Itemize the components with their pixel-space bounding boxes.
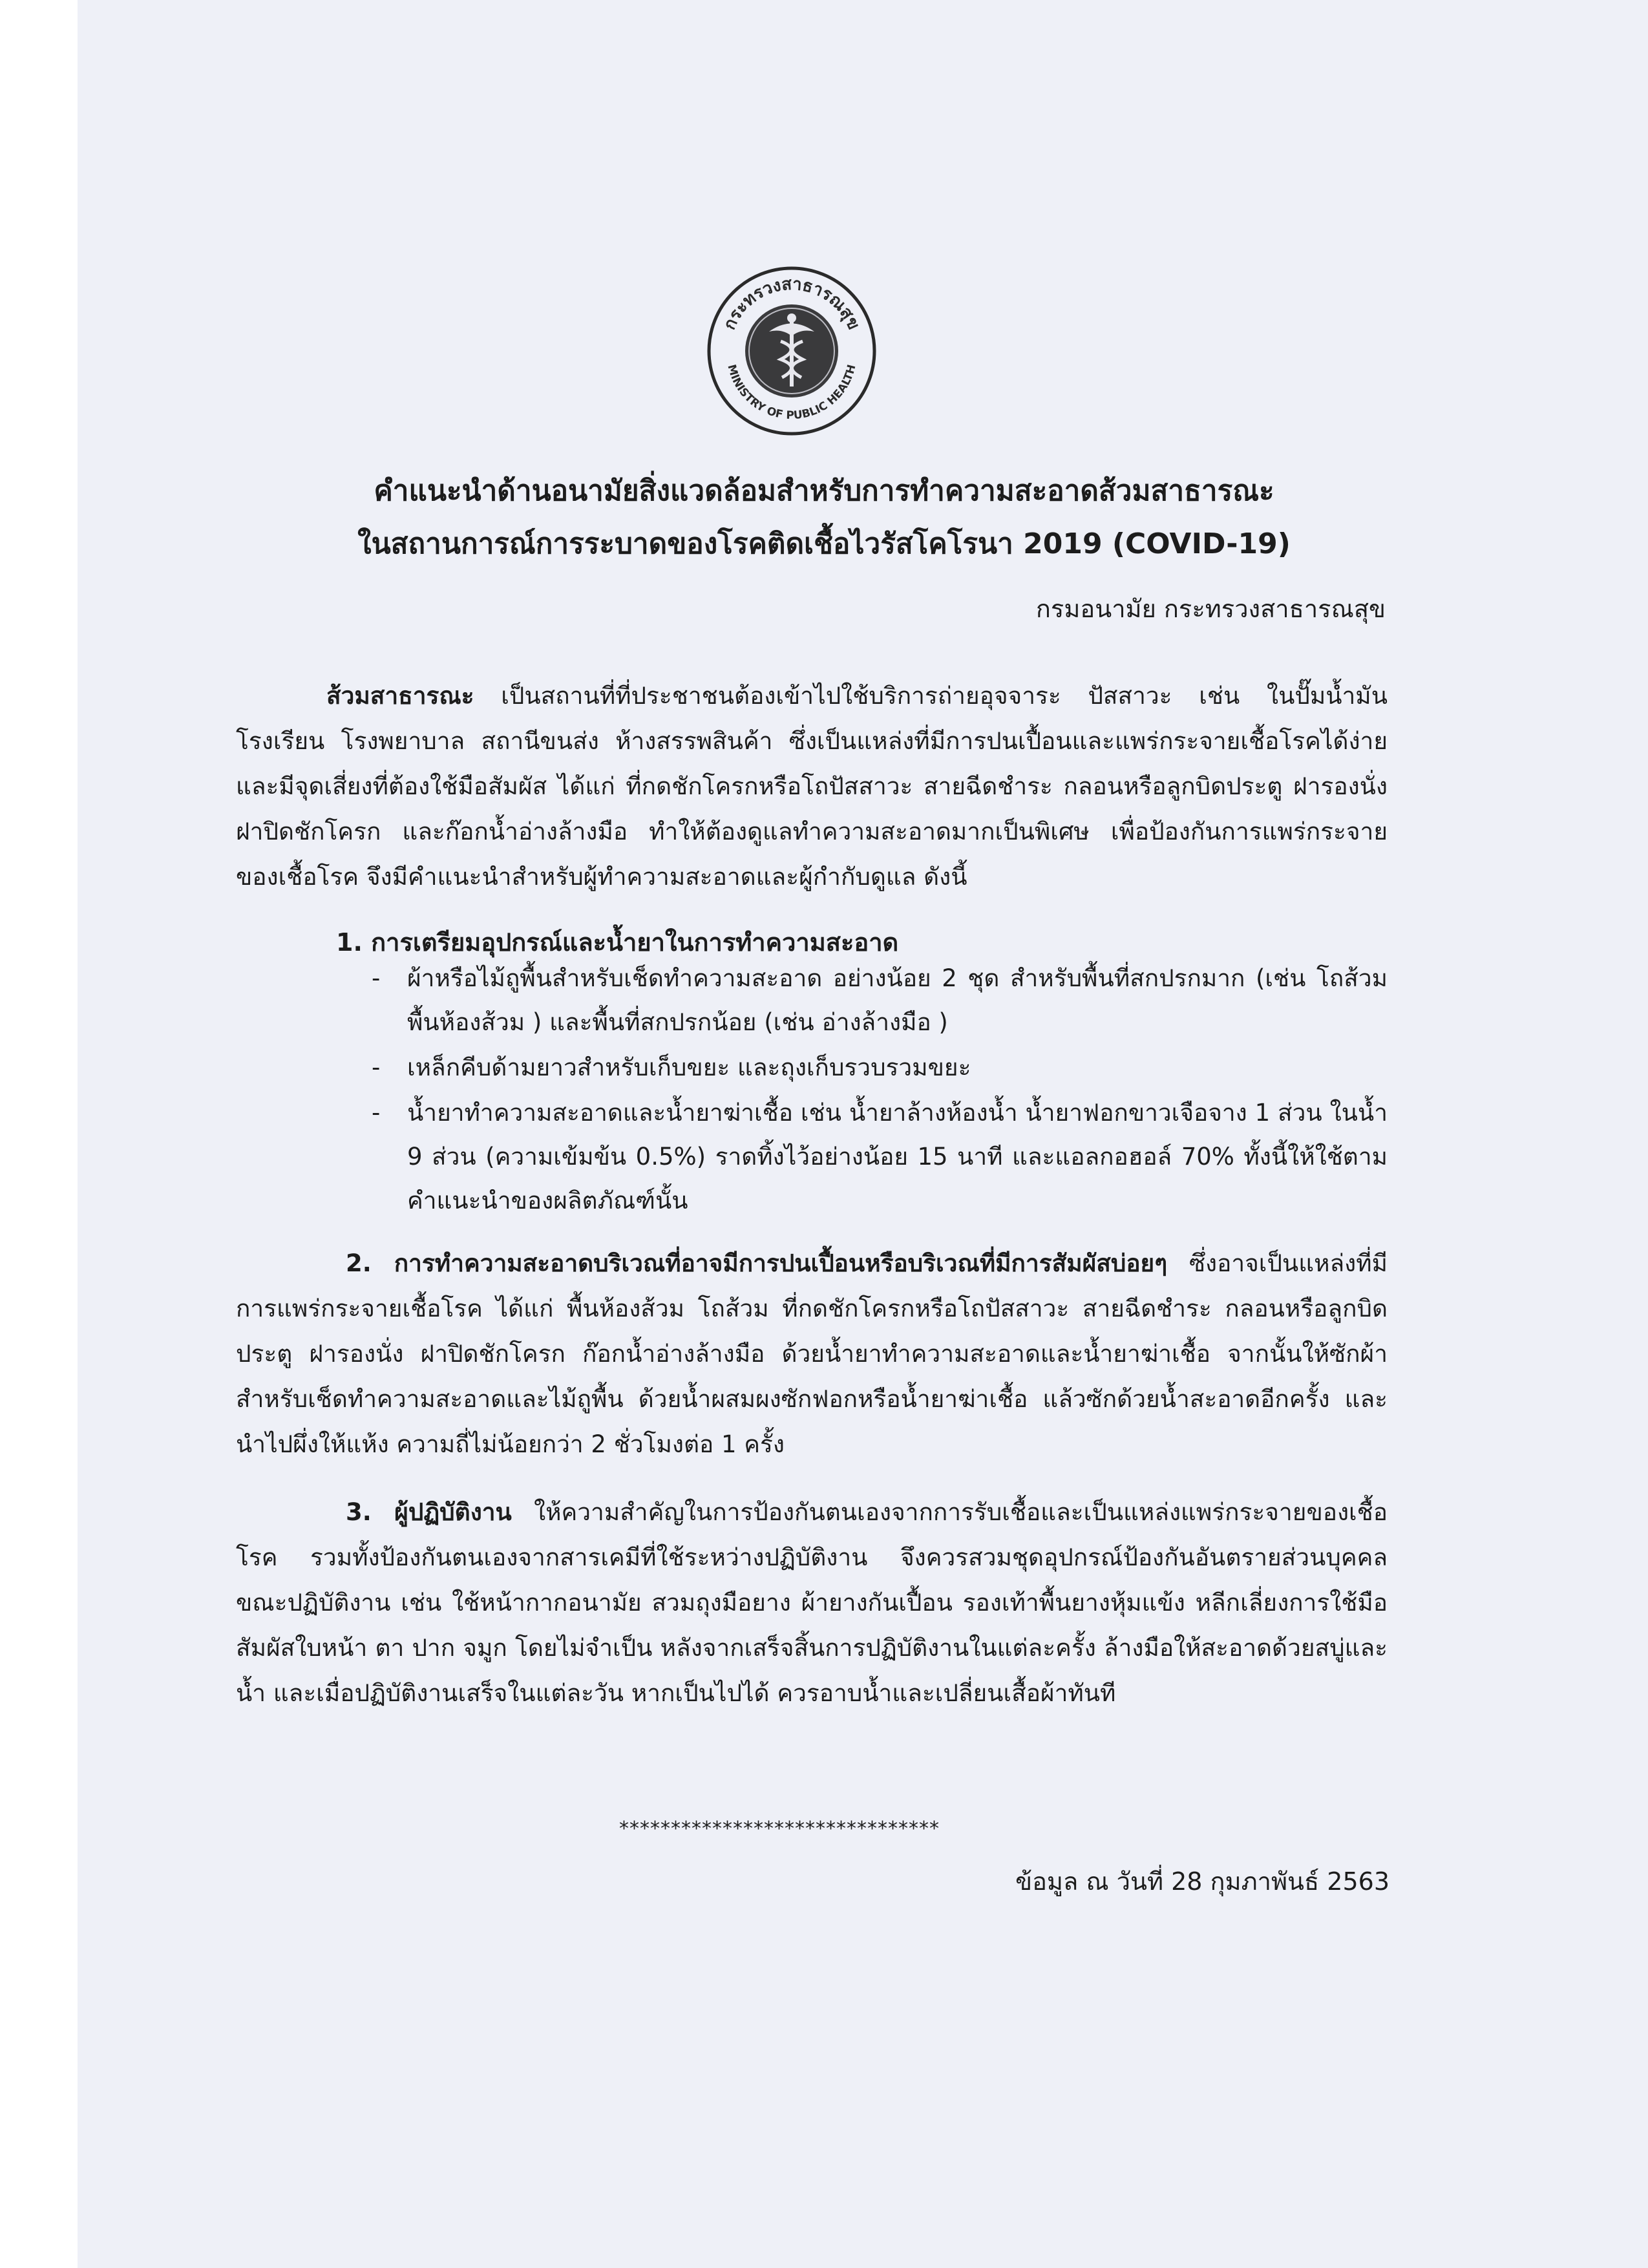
section-2-lead: 2. การทำความสะอาดบริเวณที่อาจมีการปนเปื้อนหรือบริเวณที่มีการสัมผัสบ่อยๆ [346, 1249, 1168, 1277]
section-3-text: ให้ความสำคัญในการป้องกันตนเองจากการรับเชื้อและเป็นแหล่งแพร่กระจายของเชื้อโรค รวมทั้งป้องกันตนเองจากสารเคมีที่ใช้ระหว่างปฏิบัติงาน จึงควรสวมชุดอุปกรณ์ป้องกันอันตรายส่วนบุคคลขณะปฏิบัติงาน เช่น ใช้หน้ากากอนามัย สวมถุงมือยาง ผ้ายางกันเปื้อน รองเท้าพื้นยางหุ้มแข้ง หลีกเลี่ยงการใช้มือสัมผัสใบหน้า ตา ปาก จมูก โดยไม่จำเป็น หลังจากเสร็จสิ้นการปฏิบัติงานในแต่ละครั้ง ล้างมือให้สะอาดด้วยสบู่และน้ำ และเมื่อปฏิบัติงานเสร็จในแต่ละวัน หากเป็นไปได้ ควรอาบน้ำและเปลี่ยนเสื้อผ้าทันที [236, 1498, 1388, 1707]
bullet-text: น้ำยาทำความสะอาดและน้ำยาฆ่าเชื้อ เช่น น้ำยาล้างห้องน้ำ น้ำยาฟอกขาวเจือจาง 1 ส่วน ในน้ำ 9 ส่วน (ความเข้มข้น 0.5%) ราดทิ้งไว้อย่างน้อย 15 นาที และแอลกอฮอล์ 70% ทั้งนี้ให้ใช้ตามคำแนะนำของผลิตภัณฑ์นั้น [407, 1099, 1388, 1214]
section-1-heading: 1. การเตรียมอุปกรณ์และน้ำยาในการทำความสะอาด [336, 928, 899, 957]
list-item: - น้ำยาทำความสะอาดและน้ำยาฆ่าเชื้อ เช่น น้ำยาล้างห้องน้ำ น้ำยาฟอกขาวเจือจาง 1 ส่วน ในน้ำ 9 ส่วน (ความเข้มข้น 0.5%) ราดทิ้งไว้อย่างน้อย 15 นาที และแอลกอฮอล์ 70% ทั้งนี้ให้ใช้ตามคำแนะนำของผลิตภัณฑ์นั้น [372, 1099, 1388, 1214]
intro-text: เป็นสถานที่ที่ประชาชนต้องเข้าไปใช้บริการถ่ายอุจจาระ ปัสสาวะ เช่น ในปั๊มน้ำมัน โรงเรียน โรงพยาบาล สถานีขนส่ง ห้างสรรพสินค้า ซึ่งเป็นแหล่งที่มีการปนเปื้อนและแพร่กระจายเชื้อโรคได้ง่าย และมีจุดเสี่ยงที่ต้องใช้มือสัมผัส ได้แก่ ที่กดชักโครกหรือโถปัสสาวะ สายฉีดชำระ กลอนหรือลูกบิดประตู ฝารองนั่ง ฝาปิดชักโครก และก๊อกน้ำอ่างล้างมือ ทำให้ต้องดูแลทำความสะอาดมากเป็นพิเศษ เพื่อป้องกันการแพร่กระจายของเชื้อโรค จึงมีคำแนะนำสำหรับผู้ทำความสะอาดและผู้กำกับดูแล ดังนี้ [236, 682, 1388, 891]
title-line-1: คำแนะนำด้านอนามัยสิ่งแวดล้อมสำหรับการทำความสะอาดส้วมสาธารณะ [374, 474, 1274, 507]
intro-paragraph [236, 673, 1388, 900]
seal-text-bottom: MINISTRY OF PUBLIC HEALTH [724, 363, 859, 423]
intro-lead: ส้วมสาธารณะ [326, 682, 474, 710]
list-item: - เหล็กคีบด้ามยาวสำหรับเก็บขยะ และถุงเก็บรวบรวมขยะ [372, 1054, 971, 1081]
bullet-text: เหล็กคีบด้ามยาวสำหรับเก็บขยะ และถุงเก็บรวบรวมขยะ [407, 1054, 971, 1081]
footer-date: ข้อมูล ณ วันที่ 28 กุมภาพันธ์ 2563 [1015, 1867, 1389, 1896]
section-2-paragraph [236, 1241, 1388, 1467]
scan-edge [0, 0, 78, 2268]
section-3-lead: 3. ผู้ปฏิบัติงาน [346, 1498, 512, 1526]
ministry-seal [704, 264, 879, 438]
section-3-paragraph [236, 1490, 1388, 1716]
section-1-bullets [372, 957, 1388, 1224]
title-line-2: ในสถานการณ์การระบาดของโรคติดเชื้อไวรัสโคโรนา 2019 (COVID-19) [357, 527, 1291, 560]
list-item: - ผ้าหรือไม้ถูพื้นสำหรับเช็ดทำความสะอาด อย่างน้อย 2 ชุด สำหรับพื้นที่สกปรกมาก (เช่น โถส้วม พื้นห้องส้วม ) และพื้นที่สกปรกน้อย (เช่น อ่างล้างมือ ) [372, 964, 1388, 1036]
section-2-text: ซึ่งอาจเป็นแหล่งที่มีการแพร่กระจายเชื้อโรค ได้แก่ พื้นห้องส้วม โถส้วม ที่กดชักโครกหรือโถปัสสาวะ สายฉีดชำระ กลอนหรือลูกบิดประตู ฝารองนั่ง ฝาปิดชักโครก ก๊อกน้ำอ่างล้างมือ ด้วยน้ำยาทำความสะอาดและน้ำยาฆ่าเชื้อ จากนั้นให้ซักผ้าสำหรับเช็ดทำความสะอาดและไม้ถูพื้น ด้วยน้ำผสมผงซักฟอกหรือน้ำยาฆ่าเชื้อ แล้วซักด้วยน้ำสะอาดอีกครั้ง และนำไปผึ่งให้แห้ง ความถี่ไม่น้อยกว่า 2 ชั่วโมงต่อ 1 ครั้ง [236, 1249, 1388, 1458]
divider-stars: ******************************* [619, 1818, 940, 1840]
seal-text-top: กระทรวงสาธารณสุข [719, 274, 864, 333]
bullet-text: ผ้าหรือไม้ถูพื้นสำหรับเช็ดทำความสะอาด อย่างน้อย 2 ชุด สำหรับพื้นที่สกปรกมาก (เช่น โถส้วม พื้นห้องส้วม ) และพื้นที่สกปรกน้อย (เช่น อ่างล้างมือ ) [407, 964, 1388, 1036]
ministry-seal-icon [704, 264, 879, 438]
department-name: กรมอนามัย กระทรวงสาธารณสุข [1035, 595, 1386, 623]
